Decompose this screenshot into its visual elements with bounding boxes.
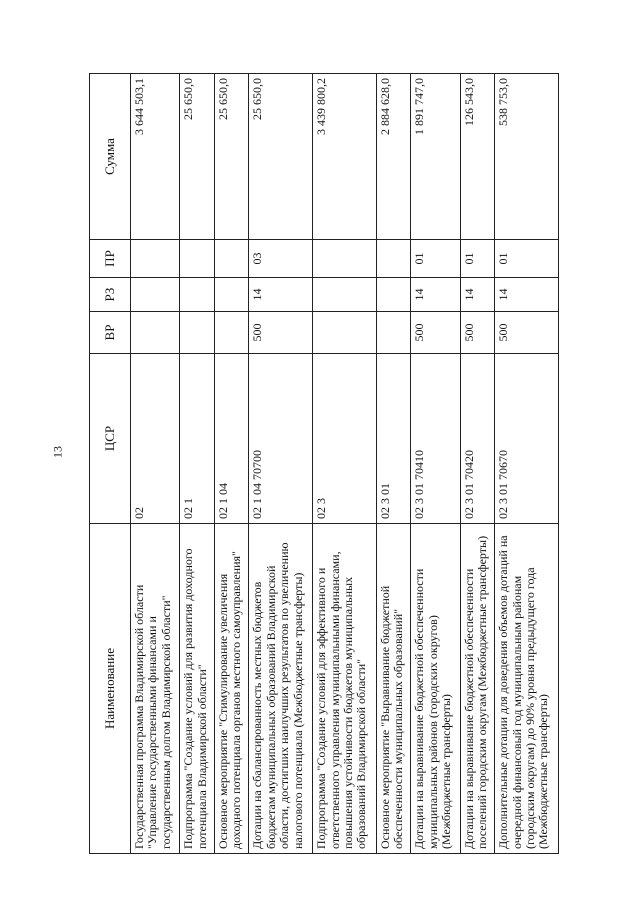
row-vr xyxy=(376,312,411,354)
row-sum: 25 650,0 xyxy=(249,74,313,240)
row-rz: 14 xyxy=(249,278,313,312)
row-rz: 14 xyxy=(495,278,559,312)
row-rz: 14 xyxy=(411,278,460,312)
row-name: Подпрограмма "Создание условий для развития доходного потенциала Владимирской области" xyxy=(180,524,215,854)
row-vr: 500 xyxy=(411,312,460,354)
row-vr: 500 xyxy=(495,312,559,354)
row-sum: 538 753,0 xyxy=(495,74,559,240)
table-row xyxy=(313,74,377,854)
row-rz xyxy=(313,278,377,312)
header-vr: ВР xyxy=(90,312,131,354)
row-csr: 02 1 xyxy=(180,354,215,524)
row-sum: 3 644 503,1 xyxy=(131,74,180,240)
row-name: Дополнительные дотации для доведения объемов дотаций на очередной финансовый год муниципальным районам (городским округам) до 90% уровня предыдущего года (Межбюджетные трансферты) xyxy=(495,524,559,854)
header-csr: ЦСР xyxy=(90,354,131,524)
row-vr xyxy=(214,312,249,354)
row-rz: 14 xyxy=(460,278,495,312)
row-pr xyxy=(214,240,249,278)
row-csr: 02 3 xyxy=(313,354,377,524)
table-row xyxy=(495,74,559,854)
row-pr: 01 xyxy=(411,240,460,278)
row-pr xyxy=(180,240,215,278)
header-sum: Сумма xyxy=(90,74,131,240)
header-pr: ПР xyxy=(90,240,131,278)
row-rz xyxy=(214,278,249,312)
table-row xyxy=(131,74,180,854)
table-row xyxy=(180,74,215,854)
row-name: Подпрограмма "Создание условий для эффективного и ответственного управления муниципальными финансами, повышения устойчивости бюджетов муниципальных образований Владимирской области" xyxy=(313,524,377,854)
row-vr xyxy=(180,312,215,354)
row-name: Основное мероприятие "Стимулирование увеличения доходного потенциала органов местного самоуправления" xyxy=(214,524,249,854)
row-csr: 02 3 01 70670 xyxy=(495,354,559,524)
row-vr xyxy=(313,312,377,354)
page-number: 13 xyxy=(50,446,65,458)
budget-table xyxy=(89,73,559,854)
row-rz xyxy=(180,278,215,312)
row-csr: 02 1 04 70700 xyxy=(249,354,313,524)
table-row xyxy=(214,74,249,854)
row-csr: 02 xyxy=(131,354,180,524)
row-csr: 02 1 04 xyxy=(214,354,249,524)
row-pr xyxy=(313,240,377,278)
row-rz xyxy=(376,278,411,312)
row-pr xyxy=(131,240,180,278)
row-pr: 01 xyxy=(460,240,495,278)
row-pr: 03 xyxy=(249,240,313,278)
row-name: Дотации на выравнивание бюджетной обеспеченности муниципальных районов (городских округов) (Межбюджетные трансферты) xyxy=(411,524,460,854)
budget-table-container xyxy=(89,74,559,854)
row-vr: 500 xyxy=(249,312,313,354)
row-vr xyxy=(131,312,180,354)
row-pr xyxy=(376,240,411,278)
row-csr: 02 3 01 70420 xyxy=(460,354,495,524)
header-name: Наименование xyxy=(90,524,131,854)
row-name: Дотации на выравнивание бюджетной обеспеченности поселений городским округам (Межбюджетные трансферты) xyxy=(460,524,495,854)
row-csr: 02 3 01 70410 xyxy=(411,354,460,524)
table-row xyxy=(249,74,313,854)
row-name: Дотации на сбалансированность местных бюджетов бюджетам муниципальных образований Владимирской области, достигших наилучших результатов по увеличению налогового потенциала (Межбюджетные трансферты) xyxy=(249,524,313,854)
row-sum: 126 543,0 xyxy=(460,74,495,240)
row-sum: 3 439 800,2 xyxy=(313,74,377,240)
row-sum: 1 891 747,0 xyxy=(411,74,460,240)
row-csr: 02 3 01 xyxy=(376,354,411,524)
table-header-row xyxy=(90,74,131,854)
table-row xyxy=(376,74,411,854)
header-rz: РЗ xyxy=(90,278,131,312)
row-rz xyxy=(131,278,180,312)
row-sum: 25 650,0 xyxy=(180,74,215,240)
row-pr: 01 xyxy=(495,240,559,278)
row-vr: 500 xyxy=(460,312,495,354)
row-sum: 2 884 628,0 xyxy=(376,74,411,240)
row-name: Государственная программа Владимирской области "Управление государственными финансами и государственным долгом Владимирской области" xyxy=(131,524,180,854)
row-name: Основное мероприятие "Выравнивание бюджетной обеспеченности муниципальных образований" xyxy=(376,524,411,854)
row-sum: 25 650,0 xyxy=(214,74,249,240)
table-row xyxy=(411,74,460,854)
table-row xyxy=(460,74,495,854)
